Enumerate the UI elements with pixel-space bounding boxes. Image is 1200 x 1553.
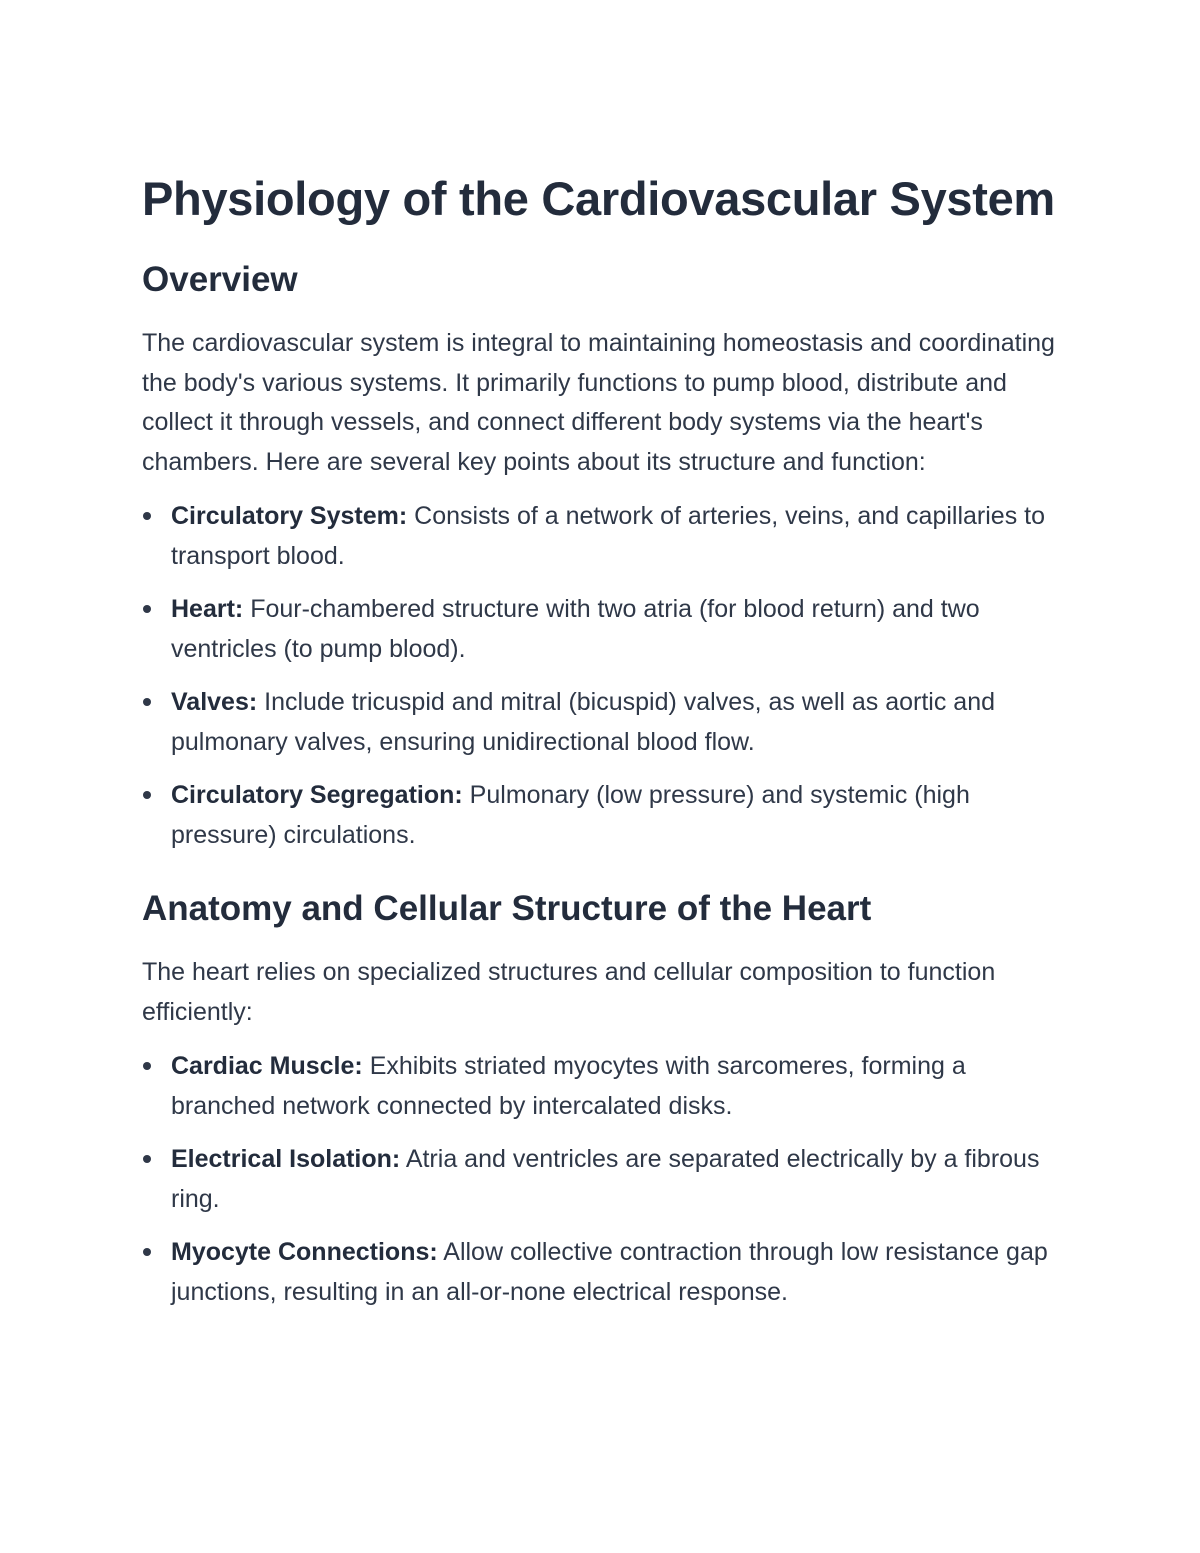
list-item-term: Electrical Isolation: [171,1145,401,1173]
bullet-icon [143,1062,151,1070]
list-item [142,1232,1072,1312]
section-heading-overview: Overview [142,260,298,299]
list-item [142,496,1072,576]
section-paragraph-overview: The cardiovascular system is integral to maintaining homeostasis and coordinating the body's various systems. It primarily functions to pump blood, distribute and collect it through vessels, and connect different body systems via the heart's chambers. Here are several key points about its structure and function: [142,329,1055,476]
bullet-icon [143,1248,151,1256]
bullet-list-anatomy [142,1046,1072,1312]
list-item-text: Four-chambered structure with two atria (for blood return) and two ventricles (to pump blood). [171,595,980,663]
document-page [142,168,1072,1312]
list-item-term: Circulatory System: [171,502,408,530]
section-anatomy [142,885,1072,1312]
list-item [142,1139,1072,1219]
list-item-term: Myocyte Connections: [171,1238,438,1266]
list-item-text: Allow collective contraction through low resistance gap junctions, resulting in an all-or-none electrical response. [171,1238,1048,1306]
document-title: Physiology of the Cardiovascular System [142,172,1055,225]
bullet-icon [143,512,151,520]
list-item [142,1046,1072,1126]
list-item-text: Include tricuspid and mitral (bicuspid) valves, as well as aortic and pulmonary valves, ensuring unidirectional blood flow. [171,688,996,756]
bullet-icon [143,605,151,613]
section-heading-anatomy: Anatomy and Cellular Structure of the Heart [142,889,872,928]
list-item-term: Circulatory Segregation: [171,781,463,809]
list-item-text: Exhibits striated myocytes with sarcomeres, forming a branched network connected by intercalated disks. [171,1052,966,1120]
bullet-icon [143,1155,151,1163]
bullet-icon [143,698,151,706]
list-item-text: Consists of a network of arteries, veins, and capillaries to transport blood. [171,502,1045,570]
list-item-text: Atria and ventricles are separated electrically by a fibrous ring. [171,1145,1040,1213]
bullet-icon [143,791,151,799]
list-item [142,589,1072,669]
list-item-term: Heart: [171,595,244,623]
list-item-term: Cardiac Muscle: [171,1052,363,1080]
list-item-text: Pulmonary (low pressure) and systemic (high pressure) circulations. [171,781,970,849]
bullet-list-overview [142,496,1072,855]
list-item [142,775,1072,855]
section-paragraph-anatomy: The heart relies on specialized structures and cellular composition to function efficiently: [142,958,996,1026]
section-overview [142,256,1072,855]
list-item-term: Valves: [171,688,258,716]
list-item [142,682,1072,762]
